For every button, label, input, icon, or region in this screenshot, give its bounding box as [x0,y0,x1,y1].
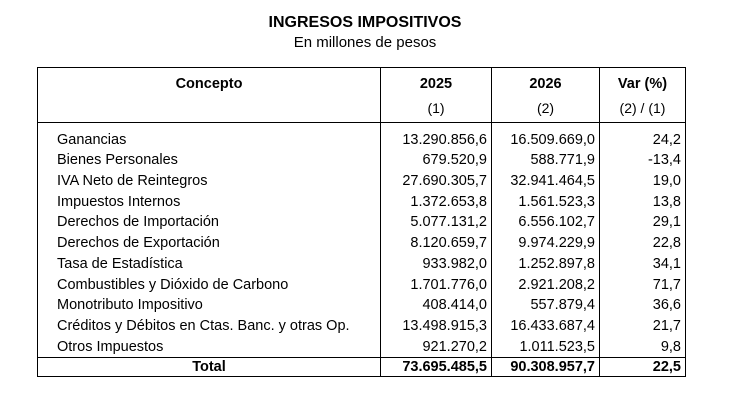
total-row [38,357,686,376]
row-value-2026: 1.252.897,8 [492,253,600,274]
subheader-2026: (2) [492,100,600,123]
row-concepto: Otros Impuestos [38,336,381,357]
row-value-2026: 2.921.208,2 [492,274,600,295]
row-concepto: Créditos y Débitos en Ctas. Banc. y otras Op. [38,315,381,336]
table-row [38,212,686,233]
row-concepto: IVA Neto de Reintegros [38,170,381,191]
table-row [38,295,686,316]
row-var: 13,8 [600,191,686,212]
row-concepto: Combustibles y Dióxido de Carbono [38,274,381,295]
row-var: 19,0 [600,170,686,191]
row-value-2025: 13.498.915,3 [381,315,492,336]
table-row [38,274,686,295]
column-header-2026: 2026 [492,68,600,101]
row-var: 24,2 [600,129,686,150]
row-value-2025: 408.414,0 [381,295,492,316]
subheader-row [38,100,686,123]
row-value-2025: 27.690.305,7 [381,170,492,191]
row-value-2025: 921.270,2 [381,336,492,357]
table-row [38,232,686,253]
row-var: 34,1 [600,253,686,274]
row-concepto: Derechos de Importación [38,212,381,233]
total-label: Total [38,357,381,376]
row-value-2025: 1.701.776,0 [381,274,492,295]
row-value-2026: 9.974.229,9 [492,232,600,253]
subheader-concepto [38,100,381,123]
row-value-2026: 16.433.687,4 [492,315,600,336]
row-var: 22,8 [600,232,686,253]
total-2025: 73.695.485,5 [381,357,492,376]
subheader-var: (2) / (1) [600,100,686,123]
table-row [38,315,686,336]
column-header-var: Var (%) [600,68,686,101]
table-row [38,191,686,212]
column-header-2025: 2025 [381,68,492,101]
row-var: 29,1 [600,212,686,233]
row-value-2026: 588.771,9 [492,150,600,171]
row-value-2026: 1.011.523,5 [492,336,600,357]
row-var: 36,6 [600,295,686,316]
row-concepto: Impuestos Internos [38,191,381,212]
total-2026: 90.308.957,7 [492,357,600,376]
header-row [38,68,686,101]
row-concepto: Monotributo Impositivo [38,295,381,316]
column-header-concepto: Concepto [38,68,381,101]
subheader-2025: (1) [381,100,492,123]
row-concepto: Bienes Personales [38,150,381,171]
table-row [38,129,686,150]
row-concepto: Derechos de Exportación [38,232,381,253]
table-row [38,336,686,357]
table-row [38,170,686,191]
row-var: 21,7 [600,315,686,336]
table-row [38,150,686,171]
row-value-2025: 1.372.653,8 [381,191,492,212]
row-concepto: Tasa de Estadística [38,253,381,274]
row-value-2025: 5.077.131,2 [381,212,492,233]
row-value-2026: 32.941.464,5 [492,170,600,191]
row-value-2025: 8.120.659,7 [381,232,492,253]
row-var: 71,7 [600,274,686,295]
tax-revenue-table [37,67,686,377]
table-title: INGRESOS IMPOSITIVOS [268,14,462,31]
row-value-2026: 1.561.523,3 [492,191,600,212]
total-var: 22,5 [600,357,686,376]
row-var: -13,4 [600,150,686,171]
row-value-2026: 16.509.669,0 [492,129,600,150]
row-value-2025: 13.290.856,6 [381,129,492,150]
row-value-2026: 557.879,4 [492,295,600,316]
table-subtitle: En millones de pesos [293,34,437,51]
row-concepto: Ganancias [38,129,381,150]
row-var: 9,8 [600,336,686,357]
row-value-2025: 679.520,9 [381,150,492,171]
table-row [38,253,686,274]
row-value-2025: 933.982,0 [381,253,492,274]
row-value-2026: 6.556.102,7 [492,212,600,233]
